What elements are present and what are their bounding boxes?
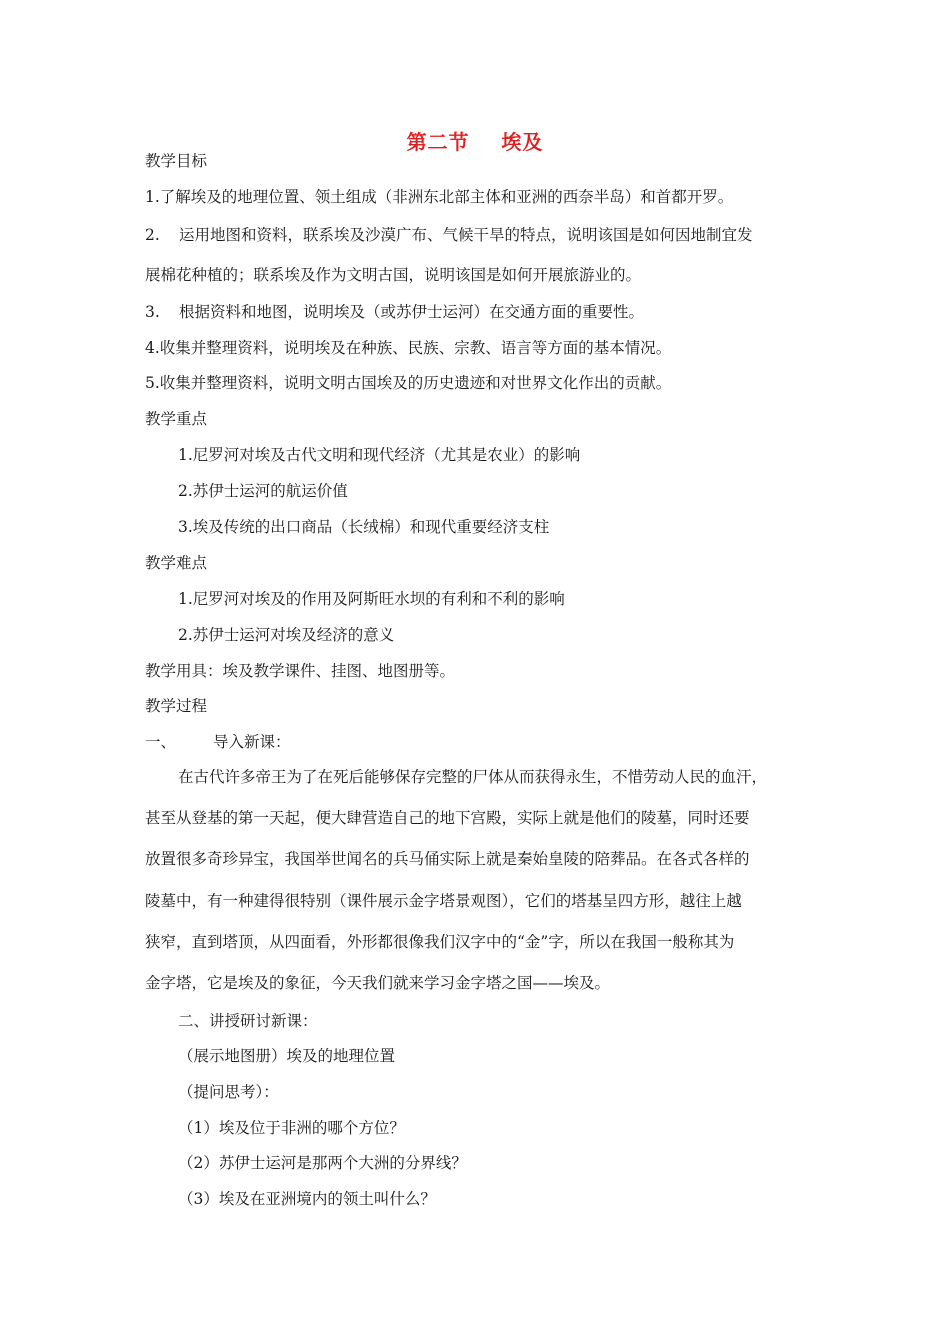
intro-paragraph-line-6: 金字塔，它是埃及的象征，今天我们就来学习金字塔之国——埃及。 (145, 974, 611, 992)
intro-paragraph-line-1: 在古代许多帝王为了在死后能够保存完整的尸体从而获得永生，不惜劳动人民的血汗， (178, 768, 768, 786)
question-1: （1）埃及位于非洲的哪个方位？ (178, 1119, 405, 1137)
intro-heading (145, 732, 291, 752)
difficulty-2: 2.苏伊士运河对埃及经济的意义 (178, 626, 395, 644)
objectives-heading: 教学目标 (145, 152, 208, 170)
objective-item-3 (145, 302, 644, 322)
intro-paragraph-line-3: 放置很多奇珍异宝，我国举世闻名的兵马俑实际上就是秦始皇陵的陪葬品。在各式各样的 (145, 850, 750, 868)
intro-label: 导入新课： (213, 733, 291, 751)
key-point-2: 2.苏伊士运河的航运价值 (178, 482, 348, 500)
difficulty-1: 1.尼罗河对埃及的作用及阿斯旺水坝的有利和不利的影响 (178, 590, 565, 608)
objective-2-number: 2. (145, 226, 160, 244)
objective-2-text: 运用地图和资料，联系埃及沙漠广布、气候干旱的特点，说明该国是如何因地制宜发 (179, 226, 753, 244)
objective-3-text: 根据资料和地图，说明埃及（或苏伊士运河）在交通方面的重要性。 (179, 303, 645, 321)
objective-item-2-cont: 展棉花种植的；联系埃及作为文明古国，说明该国是如何开展旅游业的。 (145, 266, 642, 284)
page-title: 第二节 埃及 (406, 130, 544, 154)
question-2: （2）苏伊士运河是那两个大洲的分界线？ (178, 1154, 467, 1172)
key-points-heading: 教学重点 (145, 410, 208, 428)
objective-item-1: 1.了解埃及的地理位置、领土组成（非洲东北部主体和亚洲的西奈半岛）和首都开罗。 (145, 188, 734, 206)
intro-paragraph-line-5: 狭窄，直到塔顶，从四面看，外形都很像我们汉字中的“金”字，所以在我国一般称其为 (145, 933, 735, 951)
new-lesson-heading: 二、讲授研讨新课： (178, 1012, 318, 1030)
objective-item-2 (145, 225, 753, 245)
difficulties-heading: 教学难点 (145, 554, 208, 572)
process-heading: 教学过程 (145, 697, 208, 715)
intro-paragraph-line-2: 甚至从登基的第一天起，便大肆营造自己的地下宫殿，实际上就是他们的陵墓，同时还要 (145, 809, 750, 827)
key-point-1: 1.尼罗河对埃及古代文明和现代经济（尤其是农业）的影响 (178, 446, 581, 464)
intro-number: 一、 (145, 733, 177, 751)
teaching-tools: 教学用具：埃及教学课件、挂图、地图册等。 (145, 662, 456, 680)
question-3: （3）埃及在亚洲境内的领土叫什么？ (178, 1190, 436, 1208)
key-point-3: 3.埃及传统的出口商品（长绒棉）和现代重要经济支柱 (178, 518, 550, 536)
intro-paragraph-line-4: 陵墓中，有一种建得很特别（课件展示金字塔景观图），它们的塔基呈四方形，越往上越 (145, 892, 742, 910)
objective-item-4: 4.收集并整理资料，说明埃及在种族、民族、宗教、语言等方面的基本情况。 (145, 339, 672, 357)
objective-item-5: 5.收集并整理资料，说明文明古国埃及的历史遗迹和对世界文化作出的贡献。 (145, 374, 672, 392)
question-intro: （提问思考）： (178, 1083, 279, 1101)
map-line: （展示地图册）埃及的地理位置 (178, 1047, 396, 1065)
objective-3-number: 3. (145, 303, 160, 321)
